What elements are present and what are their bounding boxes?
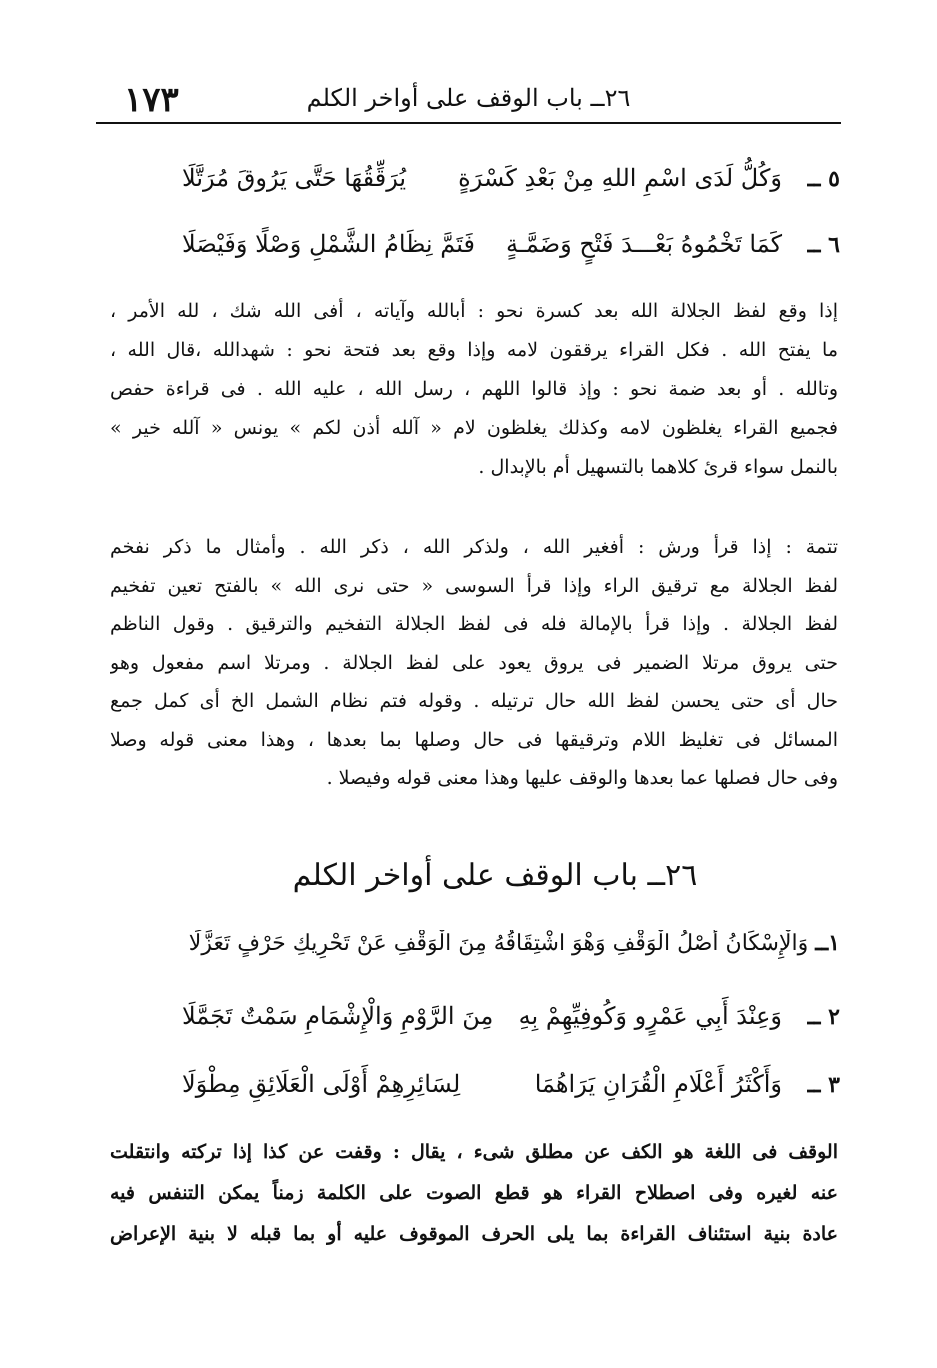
text-line: عادة بنية استئناف القراءة بما يلى الحرف الموقوف عليه أو بما قبله لا بنية الإعراض: [110, 1223, 838, 1245]
verse-hemistich-second: مِنَ الرَّوْمِ وَالْإِشْمَامِ سَمْتٌ تَجَمَّلَا: [182, 1002, 494, 1030]
text-line: حتى يروق مرتلا الضمير فى يروق يعود على لفظ الجلالة . ومرتلا اسم مفعول وهو: [110, 651, 838, 674]
text-line: حال أى حتى يحسن لفظ الله حال ترتيله . وقوله فتم نظام الشمل الخ أى كمل جمع: [110, 690, 838, 712]
verse-hemistich-first: وَعِنْدَ أَبِي عَمْرٍو وَكُوفِيِّهِمْ بِهِ: [518, 1002, 782, 1030]
text-line: إذا وقع لفظ الجلالة الله بعد كسرة نحو : أبالله وآياته ، أفى الله شك ، لله الأمر ،: [110, 300, 838, 322]
text-line: تتمة : إذا قرأ ورش : أفغير الله ، ولذكر الله ، ذكر الله . وأمثال ما ذكر نفخم: [110, 536, 838, 558]
verse-number: ٦ ــ: [807, 232, 840, 258]
verse-hemistich-first: وَأَكْثَرُ أَعْلَامِ الْقُرَانِ يَرَاهُمَا: [534, 1070, 782, 1098]
verse-hemistich-first: وَكُلُّ لَدَى اسْمِ اللهِ مِنْ بَعْدِ كَسْرَةٍ: [458, 164, 782, 192]
verse-6: [150, 226, 840, 272]
verse-number: ١ــ: [815, 930, 840, 956]
completion-paragraph: [110, 528, 838, 798]
verse-2: [150, 998, 840, 1044]
text-line: الوقف فى اللغة هو الكف عن مطلق شىء ، يقال : وقفت عن كذا إذا تركته وانتقلت: [110, 1141, 838, 1163]
text-line: ما يفتح الله . فكل القراء يرققون لامه وإذا وقع بعد فتحة نحو : شهدالله ،قال الله ،: [110, 339, 838, 361]
text-line: بالنمل سواء قرئ كلاهما بالتسهيل أم بالإبدال .: [478, 456, 838, 478]
verse-3: [150, 1066, 840, 1112]
chapter-heading: ٢٦ــ باب الوقف على أواخر الكلم: [292, 858, 698, 893]
text-line: المسائل فى تغليظ اللام وترقيقها فى حال وصلها بما بعدها ، وهذا معنى قوله وصلا: [110, 728, 838, 751]
text-line: عنه لغيره وفى اصطلاح القراء هو قطع الصوت على الكلمة زمناً يمكن التنفس فيه: [110, 1182, 838, 1204]
verse-number: ٢ ــ: [807, 1004, 840, 1030]
page-number: ١٧٣: [124, 80, 179, 120]
verse-hemistich-second: لِسَائِرِهِمْ أَوْلَى الْعَلَائِقِ مِطْوَلَا: [182, 1070, 461, 1098]
definition-paragraph: [110, 1132, 838, 1255]
verse-hemistich-second: فَتَمَّ نِظَامُ الشَّمْلِ وَصْلًا وَفَيْصَلَا: [182, 230, 475, 258]
text-line: وفى حال فصلها عما بعدها والوقف عليها وهذا معنى قوله وفيصلا .: [326, 767, 838, 789]
verse-number: ٥ ــ: [807, 166, 840, 192]
verse-1: [150, 930, 840, 976]
text-line: فجميع القراء يغلظون لامه وكذلك يغلظون لام « آلله أذن لكم » يونس « آلله خير »: [110, 417, 838, 439]
text-line: لفظ الجلالة . وإذا قرأ بالإمالة فله فى لفظ الجلالة التفخيم والترقيق . وقول الناظم: [110, 613, 838, 635]
running-title: ٢٦ــ باب الوقف على أواخر الكلم: [306, 84, 631, 112]
verse-hemistich-first: كَمَا تَخْمُوهُ بَعْـــدَ فَتْحٍ وَضَمَّـةٍ: [505, 230, 782, 258]
commentary-paragraph: [110, 292, 838, 487]
running-header: [96, 78, 841, 124]
verse-hemistich-second: يُرَقِّقُهَا حَتَّى يَرُوقَ مُرَتَّلَا: [182, 164, 407, 192]
text-line: وتالله . أو بعد ضمة نحو : وإذ قالوا اللهم ، رسل الله ، عليه الله . فى قراءة حفص: [110, 378, 838, 400]
text-line: لفظ الجلالة مع ترقيق الراء وإذا قرأ السوسى « حتى نرى الله » بالفتح تعين تفخيم: [110, 574, 838, 597]
verse-5: [150, 160, 840, 206]
verse-text: وَالْإِسْكَانُ أَصْلُ الْوَقْفِ وَهْوَ اشْتِقَاقُهُ مِنَ الْوَقْفِ عَنْ تَحْرِيكِ حَرْفٍ تَعَزَّلَا: [188, 931, 809, 956]
verse-number: ٣ ــ: [807, 1072, 840, 1098]
